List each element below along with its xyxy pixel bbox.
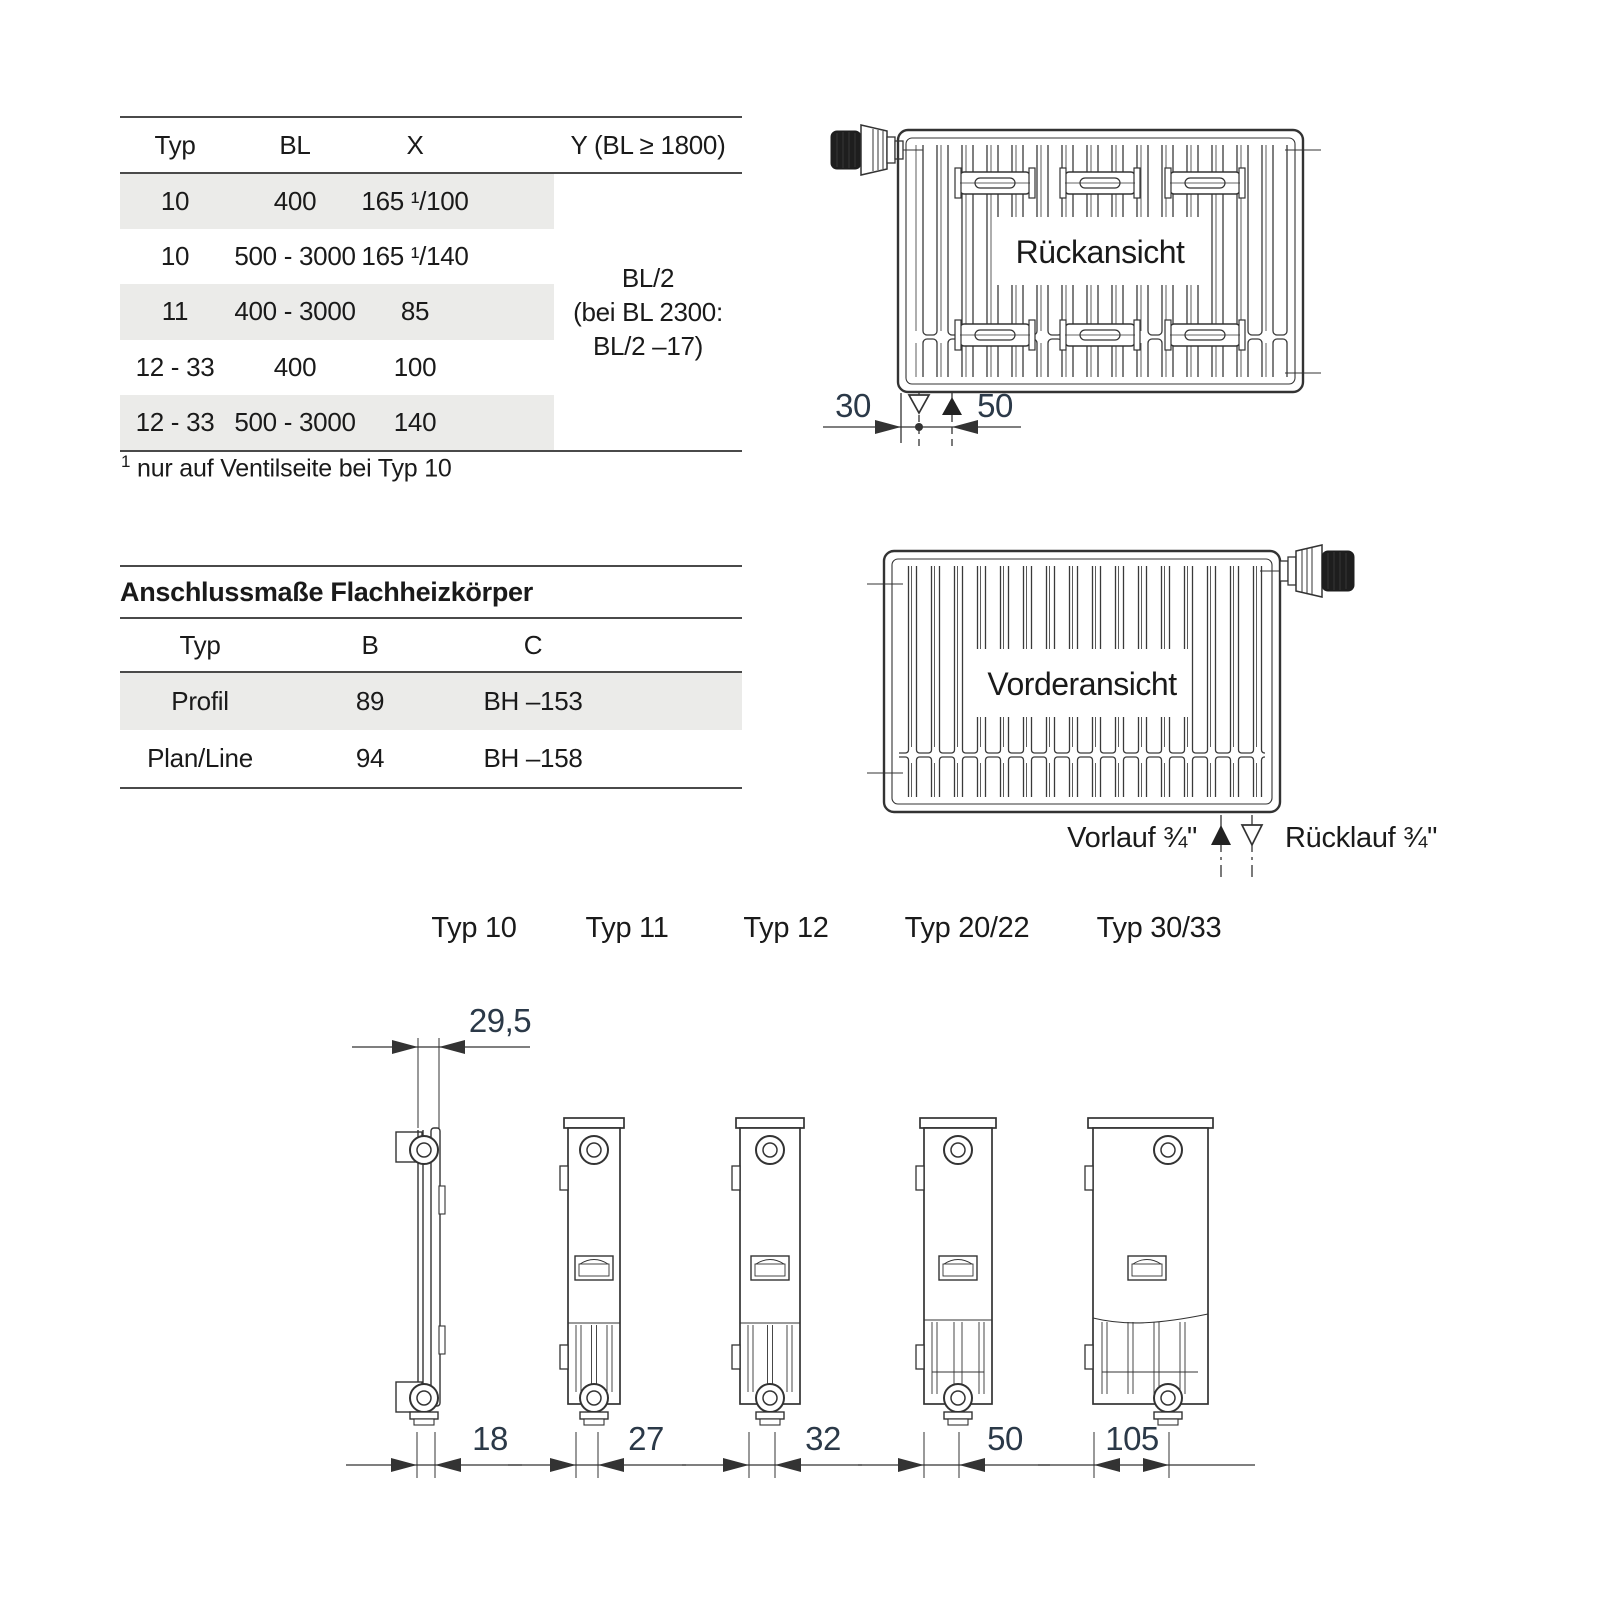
dimension-value: 27	[628, 1420, 664, 1457]
front-view-label: Vorderansicht	[987, 666, 1177, 702]
radiator-profile	[732, 1118, 804, 1425]
table-cell: 500 - 3000	[234, 406, 356, 437]
table-cell: Profil	[171, 686, 229, 716]
dimension-value: 18	[472, 1420, 508, 1457]
table-row	[120, 730, 742, 787]
flow-marker-icon	[1211, 825, 1231, 845]
table-cell: Plan/Line	[147, 743, 253, 773]
table-row	[120, 229, 554, 284]
table-cell: 85	[400, 296, 430, 327]
table-header-row	[120, 619, 742, 673]
table-row	[120, 174, 554, 229]
footnote	[121, 452, 452, 483]
table-cell: 165 ¹/100	[361, 186, 469, 217]
table-cell: 94	[355, 743, 385, 773]
table-row	[120, 673, 742, 730]
merged-y-cell	[554, 174, 742, 450]
table-header-row	[120, 118, 742, 174]
table-cell: 500 - 3000	[234, 241, 356, 272]
dimension-table	[120, 116, 742, 452]
footnote-text: nur auf Ventilseite bei Typ 10	[130, 454, 452, 483]
column-header-b: B	[361, 629, 379, 660]
column-header-bl: BL	[279, 129, 311, 160]
table-cell: 89	[355, 686, 385, 716]
return-label: Rücklauf ¾"	[1285, 822, 1438, 854]
table-row	[120, 395, 554, 450]
column-header-x: X	[406, 129, 424, 160]
bottom-dimension	[1038, 1420, 1255, 1478]
back-view-diagram	[795, 105, 1355, 450]
column-header-c: C	[523, 629, 543, 660]
table-cell: 11	[161, 296, 189, 327]
flow-return-annotation	[1067, 815, 1437, 881]
y-value-line: (bei BL 2300:	[573, 296, 723, 327]
y-value-line: BL/2	[621, 262, 675, 293]
dimension-annotation	[823, 387, 1021, 447]
radiator-body	[867, 551, 1280, 812]
return-marker-icon	[909, 395, 929, 413]
table-cell: BH –158	[483, 743, 583, 773]
dimension-value: 30	[835, 387, 871, 424]
table-cell: 400	[273, 186, 317, 217]
table-cell: 10	[160, 241, 190, 272]
table-cell: 100	[393, 351, 437, 382]
profile-type-label: Typ 20/22	[904, 912, 1030, 944]
table-cell: 12 - 33	[135, 351, 215, 382]
profile-typ30-33	[1020, 1000, 1280, 1500]
front-view-diagram	[845, 525, 1438, 885]
radiator-profile	[560, 1118, 624, 1425]
profile-type-label: Typ 30/33	[1096, 912, 1222, 944]
dimension-value: 50	[977, 387, 1013, 424]
table-cell: 10	[160, 186, 190, 217]
table-cell: BH –153	[483, 686, 583, 716]
profile-type-label: Typ 11	[585, 912, 669, 944]
radiator-profile	[1085, 1118, 1213, 1425]
return-marker-icon	[1242, 825, 1262, 845]
table-row	[120, 284, 554, 339]
connection-table	[120, 565, 742, 789]
table-body	[120, 174, 742, 450]
table-cell: 165 ¹/140	[361, 241, 469, 272]
table-title: Anschlussmaße Flachheizkörper	[120, 567, 742, 619]
radiator-body	[898, 130, 1321, 392]
column-header-typ: Typ	[154, 129, 196, 160]
flow-label: Vorlauf ¾"	[1067, 822, 1197, 854]
radiator-profile	[916, 1118, 996, 1425]
profile-type-label: Typ 10	[431, 912, 517, 944]
back-view-label: Rückansicht	[1015, 234, 1185, 270]
column-header-y: Y (BL ≥ 1800)	[570, 129, 726, 160]
dimension-value: 32	[805, 1420, 841, 1457]
dimension-value: 50	[987, 1420, 1023, 1457]
table-cell: 400	[273, 351, 317, 382]
table-cell: 400 - 3000	[234, 296, 356, 327]
column-header-typ: Typ	[179, 629, 221, 660]
flow-marker-icon	[942, 397, 962, 415]
radiator-profile	[396, 1128, 445, 1425]
profile-type-label: Typ 12	[743, 912, 829, 944]
dimension-value: 105	[1105, 1420, 1159, 1457]
table-cell: 12 - 33	[135, 406, 215, 437]
table-row	[120, 340, 554, 395]
y-value-line: BL/2 –17)	[592, 331, 704, 362]
dimension-value: 29,5	[468, 1002, 532, 1039]
footnote-marker: 1	[121, 452, 131, 471]
table-cell: 140	[393, 406, 437, 437]
